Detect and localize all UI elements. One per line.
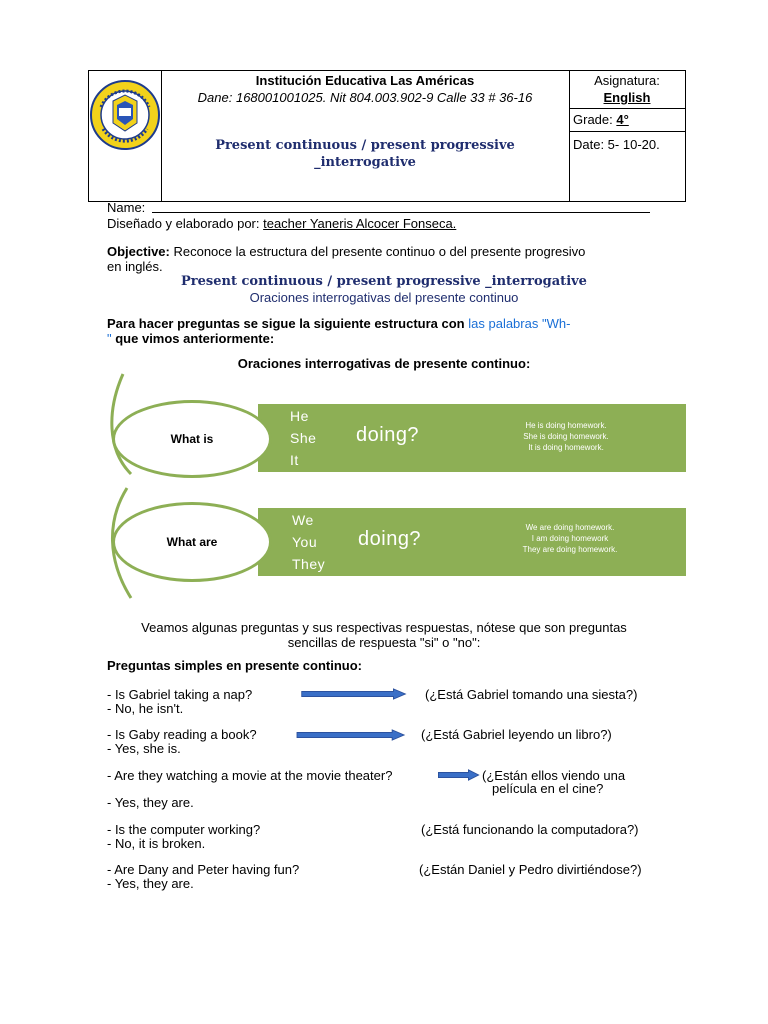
pronoun-list-1: He She It [290,408,317,468]
subtitle: Oraciones interrogativas del presente continuo [249,290,519,305]
questions-heading: Preguntas simples en presente continuo: [107,658,362,673]
subject-value: English [603,90,651,105]
example-translation-line2: película en el cine? [492,781,604,796]
subject-label: Asignatura: [594,73,660,88]
logo-cell [89,71,162,201]
example-translation: (¿Están Daniel y Pedro divirtiéndose?) [419,862,642,877]
example-answer: - Yes, she is. [107,741,181,756]
header-title: Present continuous / present progressive _interrogative [215,138,515,170]
institution-name: Institución Educativa Las Américas [255,73,475,88]
divider [569,108,685,109]
header-table [88,70,686,202]
intro-line1: Para hacer preguntas se sigue la siguiente estructura con las palabras "Wh- [107,316,571,331]
institution-details: Dane: 168001001025. Nit 804.003.902-9 Calle 33 # 36-16 [197,90,533,105]
example-question: - Are they watching a movie at the movie theater? [107,768,393,783]
question-what-is: What is [112,400,272,478]
arrow-right-icon [434,769,484,781]
example-question: - Is the computer working? [107,822,261,837]
school-logo-icon [89,71,161,201]
institution-cell [161,71,570,201]
verb-doing-1: doing? [356,424,420,446]
main-title: Present continuous / present progressive _interrogative [181,274,587,289]
grade: Grade: 4° [573,112,629,127]
question-what-are: What are [112,502,272,582]
diagram-title: Oraciones interrogativas de presente continuo: [237,356,531,371]
objective-line2: en inglés. [107,259,163,274]
example-answer: - Yes, they are. [107,795,194,810]
example-question: - Is Gaby reading a book? [107,727,257,742]
example-question: - Is Gabriel taking a nap? [107,687,253,702]
answers-1: He is doing homework. She is doing homework. It is doing homework. [523,421,609,452]
example-translation: (¿Está Gabriel tomando una siesta?) [425,687,638,702]
example-translation: (¿Está Gabriel leyendo un libro?) [421,727,612,742]
arrow-right-icon [292,688,416,700]
example-answer: - No, he isn't. [107,701,184,716]
subject-cell [569,71,685,201]
divider [569,131,685,132]
answers-2: We are doing homework. I am doing homework They are doing homework. [522,523,618,554]
designed-by: Diseñado y elaborado por: teacher Yaneris Alcocer Fonseca. [107,216,457,231]
example-answer: - No, it is broken. [107,836,206,851]
verb-doing-2: doing? [358,528,422,550]
pronoun-list-2: We You They [292,512,326,572]
name-label: Name: [107,200,146,215]
name-line[interactable] [152,212,650,213]
example-question: - Are Dany and Peter having fun? [107,862,300,877]
note: Veamos algunas preguntas y sus respectivas respuestas, nótese que son preguntas sencillas de respuesta "si" o "no": [141,620,627,650]
objective: Objective: Reconoce la estructura del presente continuo o del presente progresivo [107,244,586,259]
date: Date: 5- 10-20. [573,137,660,152]
intro-line2: " que vimos anteriormente: [107,331,275,346]
example-answer: - Yes, they are. [107,876,194,891]
arrow-right-icon [287,729,415,741]
example-translation: (¿Están ellos viendo una [482,768,626,783]
example-translation: (¿Está funcionando la computadora?) [421,822,639,837]
